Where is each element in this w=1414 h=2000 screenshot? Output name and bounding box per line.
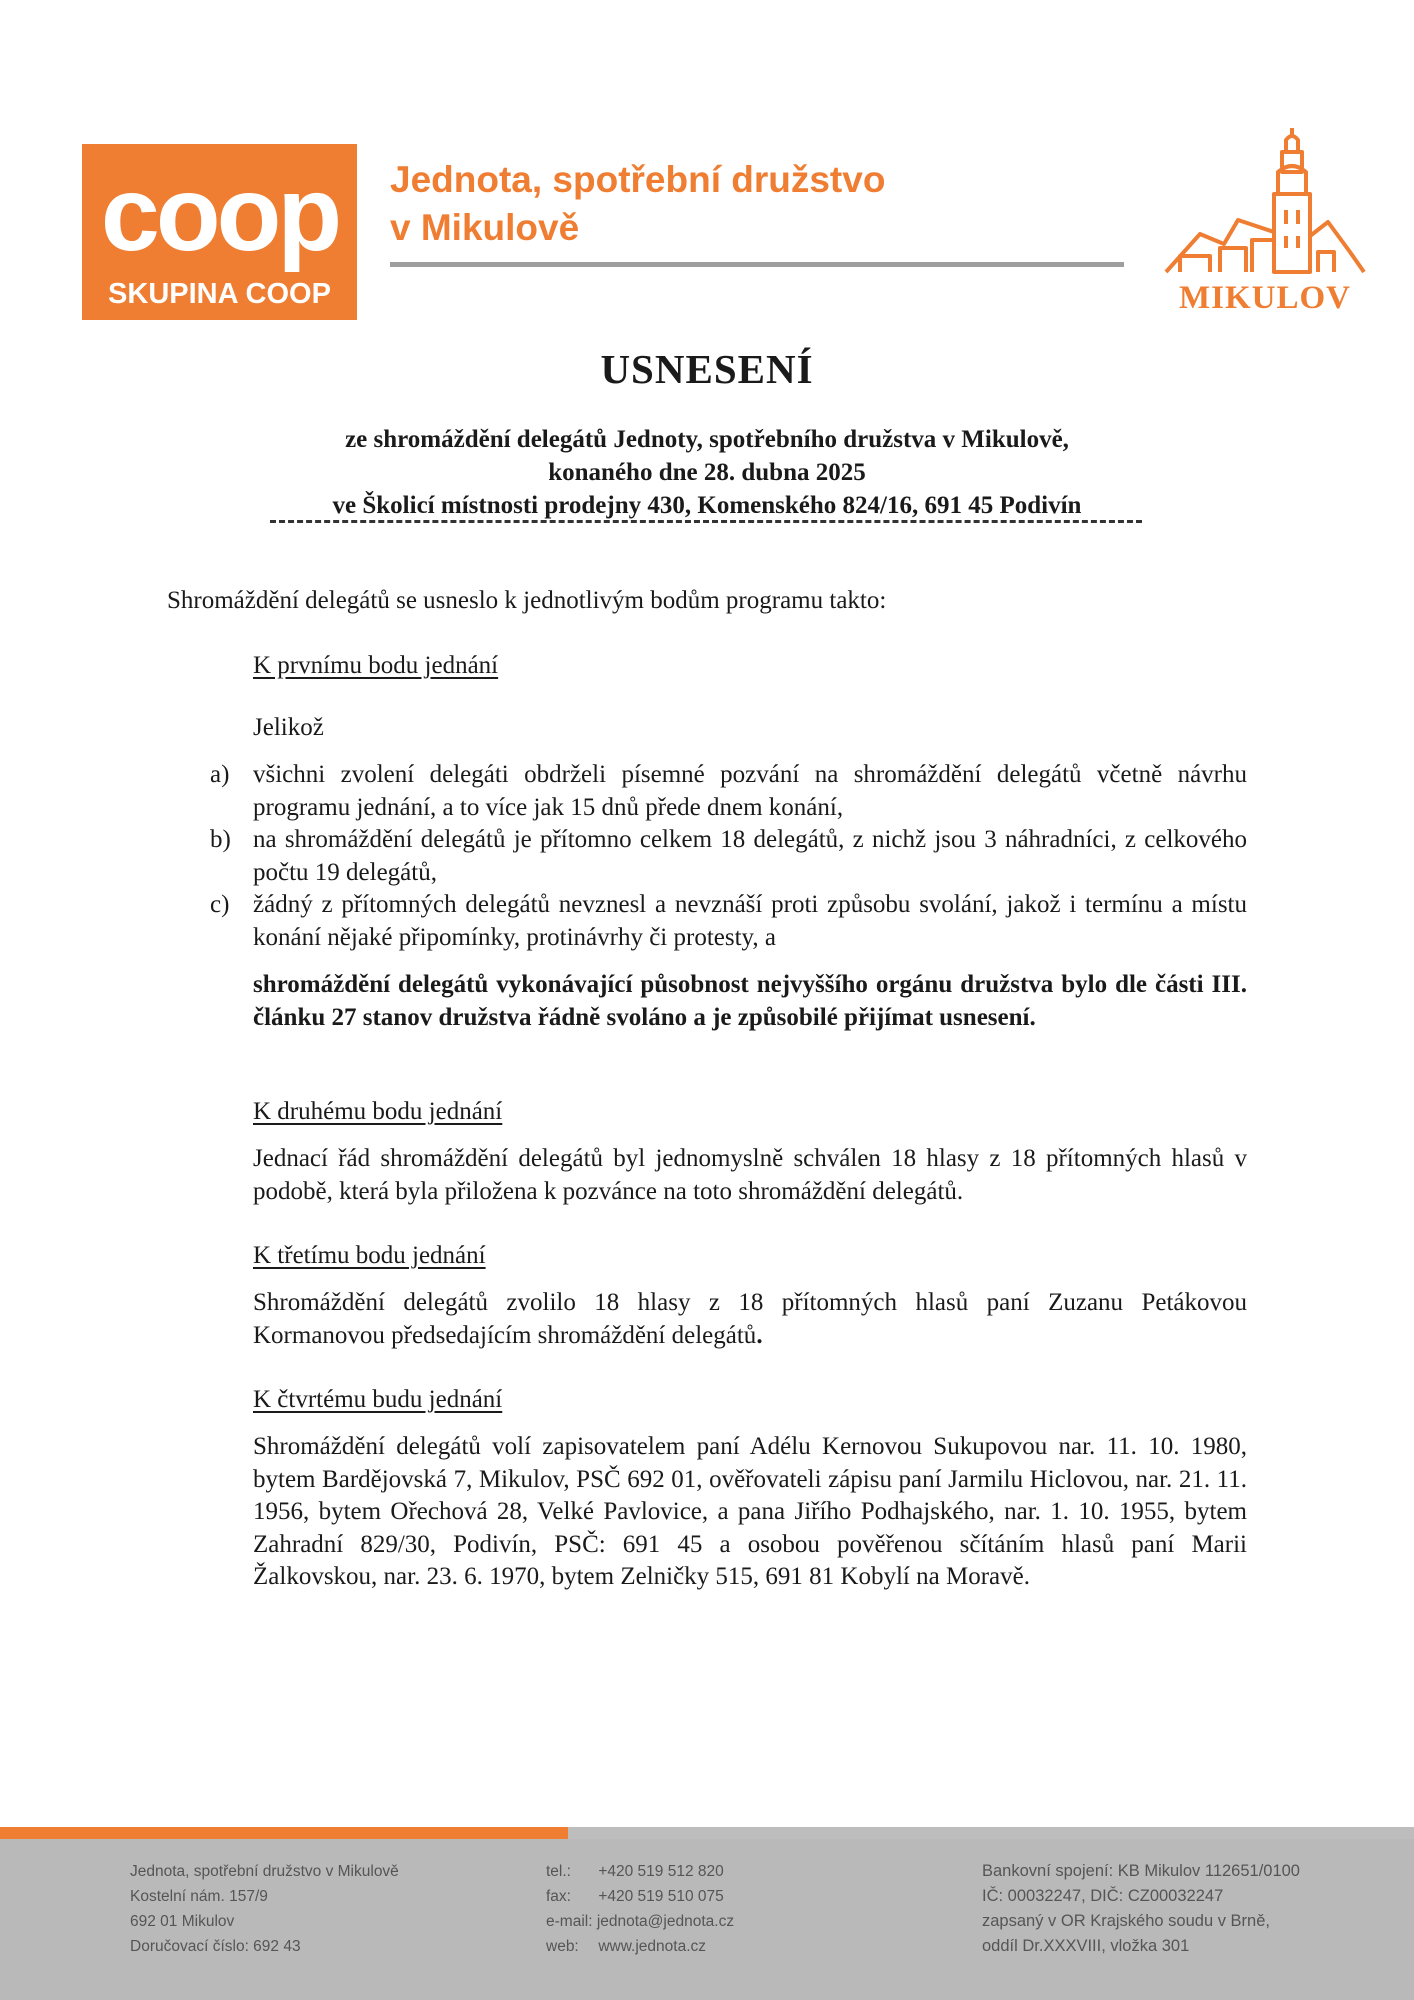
mikulov-town-logo-icon [1160,124,1370,314]
list-item [210,824,1247,889]
point3-text-end: . [756,1321,763,1349]
point3-heading: K třetímu bodu jednání [253,1242,486,1269]
contact-value: +420 519 512 820 [598,1863,724,1880]
list-item-text: na shromáždění delegátů je přítomno celkem 18 delegátů, z nichž jsou 3 náhradníci, z celkového počtu 19 delegátů, [253,826,1247,886]
list-item-label: a) [210,761,230,788]
footer-bank-line: Bankovní spojení: KB Mikulov 112651/0100 [982,1862,1300,1880]
point2-heading: K druhému bodu jednání [253,1098,503,1125]
footer-accent-bar [0,1827,568,1839]
list-item-label: b) [210,826,231,853]
footer-bank-line: IČ: 00032247, DIČ: CZ00032247 [982,1887,1224,1905]
list-item-text: všichni zvolení delegáti obdrželi písemné pozvání na shromáždění delegátů včetně návrhu programu jednání, a to více jak 15 dnů přede dnem konání, [253,761,1247,821]
point3-text-main: Shromáždění delegátů zvolilo 18 hlasy z 18 přítomných hlasů paní Zuzanu Petákovou Kormanovou předsedajícím shromáždění delegátů [253,1289,1247,1349]
footer-contact-row [546,1909,734,1934]
point1-lead: Jelikož [253,714,324,741]
footer-contact-row [546,1934,734,1959]
footer-address-line: Kostelní nám. 157/9 [130,1888,268,1905]
footer-address-line: 692 01 Mikulov [130,1913,235,1930]
coop-logo-wordmark: coop [100,155,339,273]
point1-heading: K prvnímu bodu jednání [253,652,499,679]
subtitle-line2: konaného dne 28. dubna 2025 [548,459,866,486]
header-divider [390,262,1124,267]
footer-bank-line: zapsaný v OR Krajského soudu v Brně, [982,1912,1270,1930]
list-item [210,889,1247,954]
subtitle-line1: ze shromáždění delegátů Jednoty, spotřebního družstva v Mikulově, [345,426,1069,453]
list-item-text: žádný z přítomných delegátů nevznesl a nevznáší proti způsobu svolání, jakož i termínu a místu konání nějaké připomínky, protinávrhy či protesty, a [253,891,1247,951]
contact-key: e-mail: [546,1913,593,1930]
footer-address-line: Jednota, spotřební družstvo v Mikulově [130,1863,399,1880]
contact-key: tel.: [546,1863,571,1880]
point3-text [253,1287,1247,1352]
intro-text: Shromáždění delegátů se usneslo k jednotlivým bodům programu takto: [167,587,887,614]
organization-name [390,156,885,252]
footer-bank-line: oddíl Dr.XXXVIII, vložka 301 [982,1937,1190,1955]
organization-name-line1: Jednota, spotřební družstvo [390,159,886,200]
footer-gray-bar [568,1827,1414,1839]
list-item-label: c) [210,891,230,918]
document-title: USNESENÍ [600,346,814,392]
footer [0,1839,1414,2000]
coop-logo-subtitle: SKUPINA COOP [108,278,331,310]
footer-bank [982,1859,1300,1959]
footer-contact-row [546,1859,734,1884]
coop-logo [82,144,357,320]
point2-text: Jednací řád shromáždění delegátů byl jednomyslně schválen 18 hlasy z 18 přítomných hlasů v podobě, která byla přiložena k pozvánce na toto shromáždění delegátů. [253,1145,1247,1205]
footer-contact-row [546,1884,734,1909]
point1-conclusion: shromáždění delegátů vykonávající působnost nejvyššího orgánu družstva bylo dle části III. článku 27 stanov družstva řádně svoláno a je způsobilé přijímat usnesení. [253,971,1247,1031]
footer-address [130,1859,399,1959]
footer-contacts [546,1859,734,1959]
contact-key: fax: [546,1888,571,1905]
list-item [210,759,1247,824]
document-subtitle [0,423,1414,522]
footer-address-line: Doručovací číslo: 692 43 [130,1938,301,1955]
subtitle-line3: ve Školicí místnosti prodejny 430, Komenského 824/16, 691 45 Podivín [332,492,1082,519]
contact-key: web: [546,1938,579,1955]
contact-value: +420 519 510 075 [598,1888,724,1905]
title-separator [270,520,1142,523]
contact-value: www.jednota.cz [598,1938,707,1955]
town-logo-text: MIKULOV [1179,280,1351,314]
point4-text: Shromáždění delegátů volí zapisovatelem paní Adélu Kernovou Sukupovou nar. 11. 10. 1980, bytem Bardějovská 7, Mikulov, PSČ 692 01, ověřovateli zápisu paní Jarmilu Hiclovou, nar. 21. 11. 1956, bytem Ořechová 28, Velké Pavlovice, a pana Jiřího Podhajského, nar. 1. 10. 1955, bytem Zahradní 829/30, Podivín, PSČ: 691 45 a osobou pověřenou sčítáním hlasů paní Marii Žalkovskou, nar. 23. 6. 1970, bytem Zelničky 515, 691 81 Kobylí na Moravě. [253,1433,1247,1590]
organization-name-line2: v Mikulově [390,207,580,248]
contact-value: jednota@jednota.cz [596,1913,735,1930]
point4-heading: K čtvrtému budu jednání [253,1386,503,1413]
